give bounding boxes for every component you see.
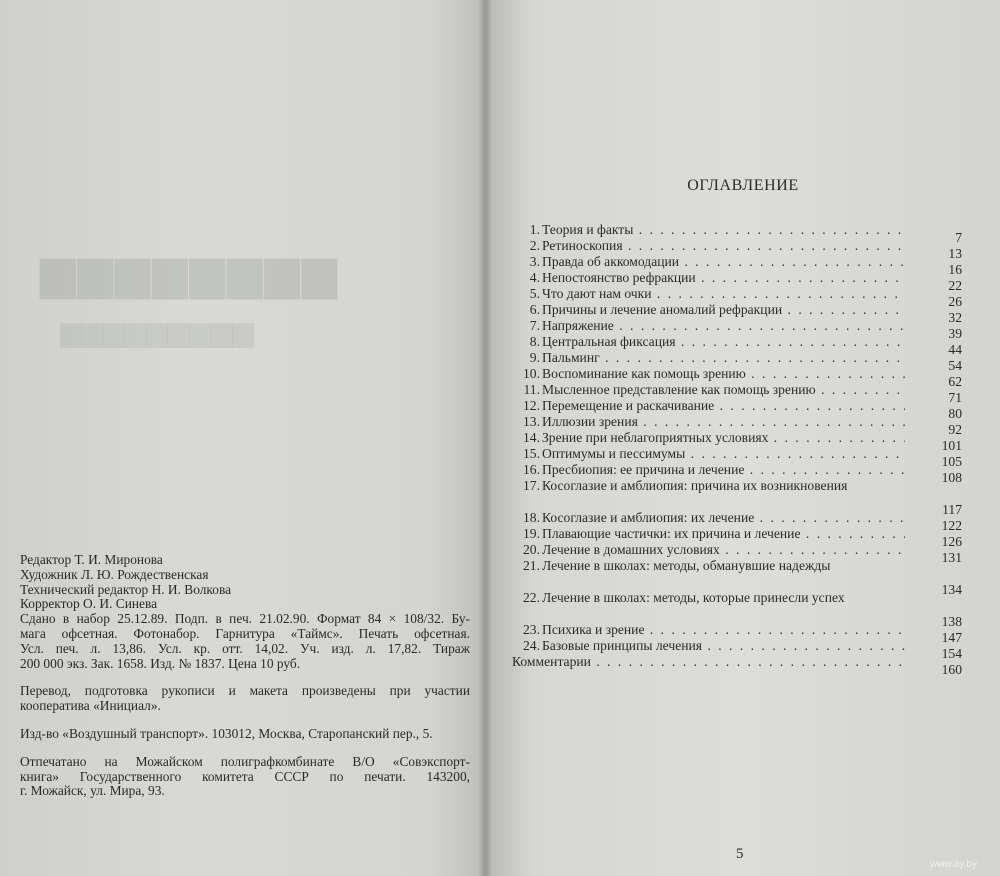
toc-entry-number: 5.: [529, 286, 540, 301]
toc-entry-title: Пресбиопия: ее причина и лечение . . .: [542, 462, 905, 478]
toc-entry-number: 18.: [523, 510, 540, 525]
toc-entry: [512, 318, 962, 341]
toc-entry: [512, 398, 962, 421]
toc-entry-page: 138: [941, 614, 962, 629]
toc-entry: [512, 542, 962, 565]
page-number: 5: [736, 846, 744, 862]
toc-entry-number: 9.: [529, 350, 540, 365]
toc-entry-page: 7: [955, 230, 962, 245]
toc-entry-title: Иллюзии зрения . . .: [542, 414, 905, 430]
toc-entry-title: Теория и факты . . .: [542, 222, 905, 238]
toc-entry: [512, 334, 962, 357]
toc-entry: [512, 526, 962, 549]
toc-entry-page: 16: [948, 262, 962, 277]
show-through-text: ▆▆▆▆▆▆▆▆▆: [60, 316, 254, 347]
toc-entry-title: Мысленное представление как помощь зрению . . .: [542, 382, 905, 398]
toc-entry-page: 131: [941, 550, 962, 565]
toc-entry-title: Причины и лечение аномалий рефракции . . .: [542, 302, 905, 318]
toc-entry-title: Комментарии . . .: [512, 654, 905, 670]
toc-entry-page: 71: [948, 390, 962, 405]
toc-entry-page: 39: [948, 326, 962, 341]
toc-entry: [512, 654, 962, 677]
toc-entry-number: 12.: [523, 398, 540, 413]
toc-entry-title: Центральная фиксация . . .: [542, 334, 905, 350]
toc-entry-title: Оптимумы и пессимумы . . .: [542, 446, 905, 462]
credit-editor: Редактор Т. И. Миронова: [20, 552, 163, 567]
toc-entry: [512, 638, 962, 661]
toc-entry: [512, 446, 962, 469]
toc-entry: [512, 558, 962, 597]
toc-entry-number: 21.: [523, 558, 540, 573]
toc-entry-page: 147: [941, 630, 962, 645]
toc-entry-number: 20.: [523, 542, 540, 557]
toc-entry: [512, 462, 962, 485]
print-data-line: 200 000 экз. Зак. 1658. Изд. № 1837. Цена 10 руб.: [20, 655, 301, 671]
left-page: [0, 0, 486, 876]
toc-entry-title: Ретиноскопия . . .: [542, 238, 905, 254]
toc-entry-page: 26: [948, 294, 962, 309]
watermark: www.ay.by: [930, 859, 978, 870]
toc-entry-page: 134: [941, 582, 962, 597]
toc-entry: [512, 238, 962, 261]
translation-note: Перевод, подготовка рукописи и макета произведены при участии: [20, 683, 470, 699]
toc-entry-title: Напряжение . . .: [542, 318, 905, 334]
print-data-line: мага офсетная. Фотонабор. Гарнитура «Таймс». Печать офсетная.: [20, 625, 470, 641]
toc-entry-number: 6.: [529, 302, 540, 317]
toc-entry: [512, 382, 962, 405]
toc-entry-page: 44: [948, 342, 962, 357]
toc-entry: [512, 302, 962, 325]
toc-entry-title: Лечение в школах: методы, которые принесли успех: [542, 590, 845, 605]
toc-entry-number: 23.: [523, 622, 540, 637]
toc-entry-page: 13: [948, 246, 962, 261]
toc-entry: [512, 590, 962, 629]
toc-entry-title: Косоглазие и амблиопия: причина их возникновения: [542, 478, 848, 493]
toc-entry-number: 17.: [523, 478, 540, 493]
publisher-line: Изд-во «Воздушный транспорт». 103012, Москва, Старопанский пер., 5.: [20, 725, 433, 741]
credit-tech-editor: Технический редактор Н. И. Волкова: [20, 581, 232, 597]
toc-entry-page: 108: [941, 470, 962, 485]
toc-entry-number: 13.: [523, 414, 540, 429]
toc-entry-page: 54: [948, 358, 962, 373]
toc-entry-title: Правда об аккомодации . . .: [542, 254, 905, 270]
toc-entry-number: 8.: [529, 334, 540, 349]
toc-entry-page: 122: [941, 518, 962, 533]
toc-entry-title: Непостоянство рефракции . . .: [542, 270, 905, 286]
toc-entry-page: 92: [948, 422, 962, 437]
toc-entry-page: 62: [948, 374, 962, 389]
toc-entry-number: 2.: [529, 238, 540, 253]
toc-entry-title: Воспоминание как помощь зрению . . .: [542, 366, 905, 382]
toc-entry-title: Лечение в школах: методы, обманувшие надежды: [542, 558, 831, 573]
toc-entry-title: Пальминг . . .: [542, 350, 905, 366]
toc-entry: [512, 222, 962, 245]
printer-line: книга» Государственного комитета СССР по печати. 143200,: [20, 768, 470, 784]
toc-entry-page: 105: [941, 454, 962, 469]
toc-title: ОГЛАВЛЕНИЕ: [687, 177, 799, 194]
toc-entry-title: Зрение при неблагоприятных условиях . . .: [542, 430, 905, 446]
print-data-line: Усл. печ. л. 13,86. Усл. кр. отт. 14,02. Уч. изд. л. 17,82. Тираж: [20, 640, 470, 656]
toc-entry-page: 101: [941, 438, 962, 453]
credit-artist: Художник Л. Ю. Рождественская: [20, 566, 209, 582]
toc-entry: [512, 286, 962, 309]
toc-entry-number: 3.: [529, 254, 540, 269]
toc-entry-page: 126: [941, 534, 962, 549]
toc-entry-title: Косоглазие и амблиопия: их лечение . . .: [542, 510, 905, 526]
toc-entry-page: 22: [948, 278, 962, 293]
toc-entry: [512, 254, 962, 277]
toc-entry-title: Лечение в домашних условиях . . .: [542, 542, 905, 558]
toc-entry: [512, 510, 962, 533]
toc-entry-number: 7.: [529, 318, 540, 333]
toc-entry-number: 11.: [523, 382, 540, 397]
toc-entry-title: Плавающие частички: их причина и лечение . . .: [542, 526, 905, 542]
credit-proofreader: Корректор О. И. Синева: [20, 596, 158, 612]
toc-entry: [512, 366, 962, 389]
toc-entry: [512, 270, 962, 293]
printer-line: Отпечатано на Можайском полиграфкомбинате В/О «Совэкспорт-: [20, 753, 470, 769]
toc-entry-page: 160: [941, 662, 962, 677]
toc-entry-number: 22.: [523, 590, 540, 605]
toc-entry-number: 10.: [523, 366, 540, 381]
toc-entry-title: Что дают нам очки . . .: [542, 286, 905, 302]
toc-entry-number: 14.: [523, 430, 540, 445]
toc-entry-number: 24.: [523, 638, 540, 653]
toc-entry-number: 16.: [523, 462, 540, 477]
print-data-line: Сдано в набор 25.12.89. Подп. в печ. 21.02.90. Формат 84 × 108/32. Бу-: [20, 611, 470, 627]
toc-entry-page: 32: [948, 310, 962, 325]
toc-entry-title: Перемещение и раскачивание . . .: [542, 398, 905, 414]
toc-entry-page: 154: [941, 646, 962, 661]
show-through-text: ▆▆▆▆▆▆▆▆: [40, 246, 340, 298]
imprint-block: [20, 553, 470, 799]
toc-entry-number: 15.: [523, 446, 540, 461]
table-of-contents: [512, 222, 962, 677]
right-page: [486, 0, 1000, 876]
toc-entry-number: 19.: [523, 526, 540, 541]
toc-entry-number: 1.: [529, 222, 540, 237]
book-spine-shadow: [478, 0, 492, 876]
translation-note: кооператива «Инициал».: [20, 698, 161, 714]
toc-entry-number: 4.: [529, 270, 540, 285]
toc-entry: [512, 478, 962, 517]
toc-entry-title: Психика и зрение . . .: [542, 622, 905, 638]
toc-entry: [512, 430, 962, 453]
toc-entry-title: Базовые принципы лечения . . .: [542, 638, 905, 654]
toc-entry: [512, 622, 962, 645]
toc-entry: [512, 414, 962, 437]
toc-entry-page: 80: [948, 406, 962, 421]
printer-line: г. Можайск, ул. Мира, 93.: [20, 783, 165, 799]
toc-entry: [512, 350, 962, 373]
toc-entry-page: 117: [942, 502, 962, 517]
